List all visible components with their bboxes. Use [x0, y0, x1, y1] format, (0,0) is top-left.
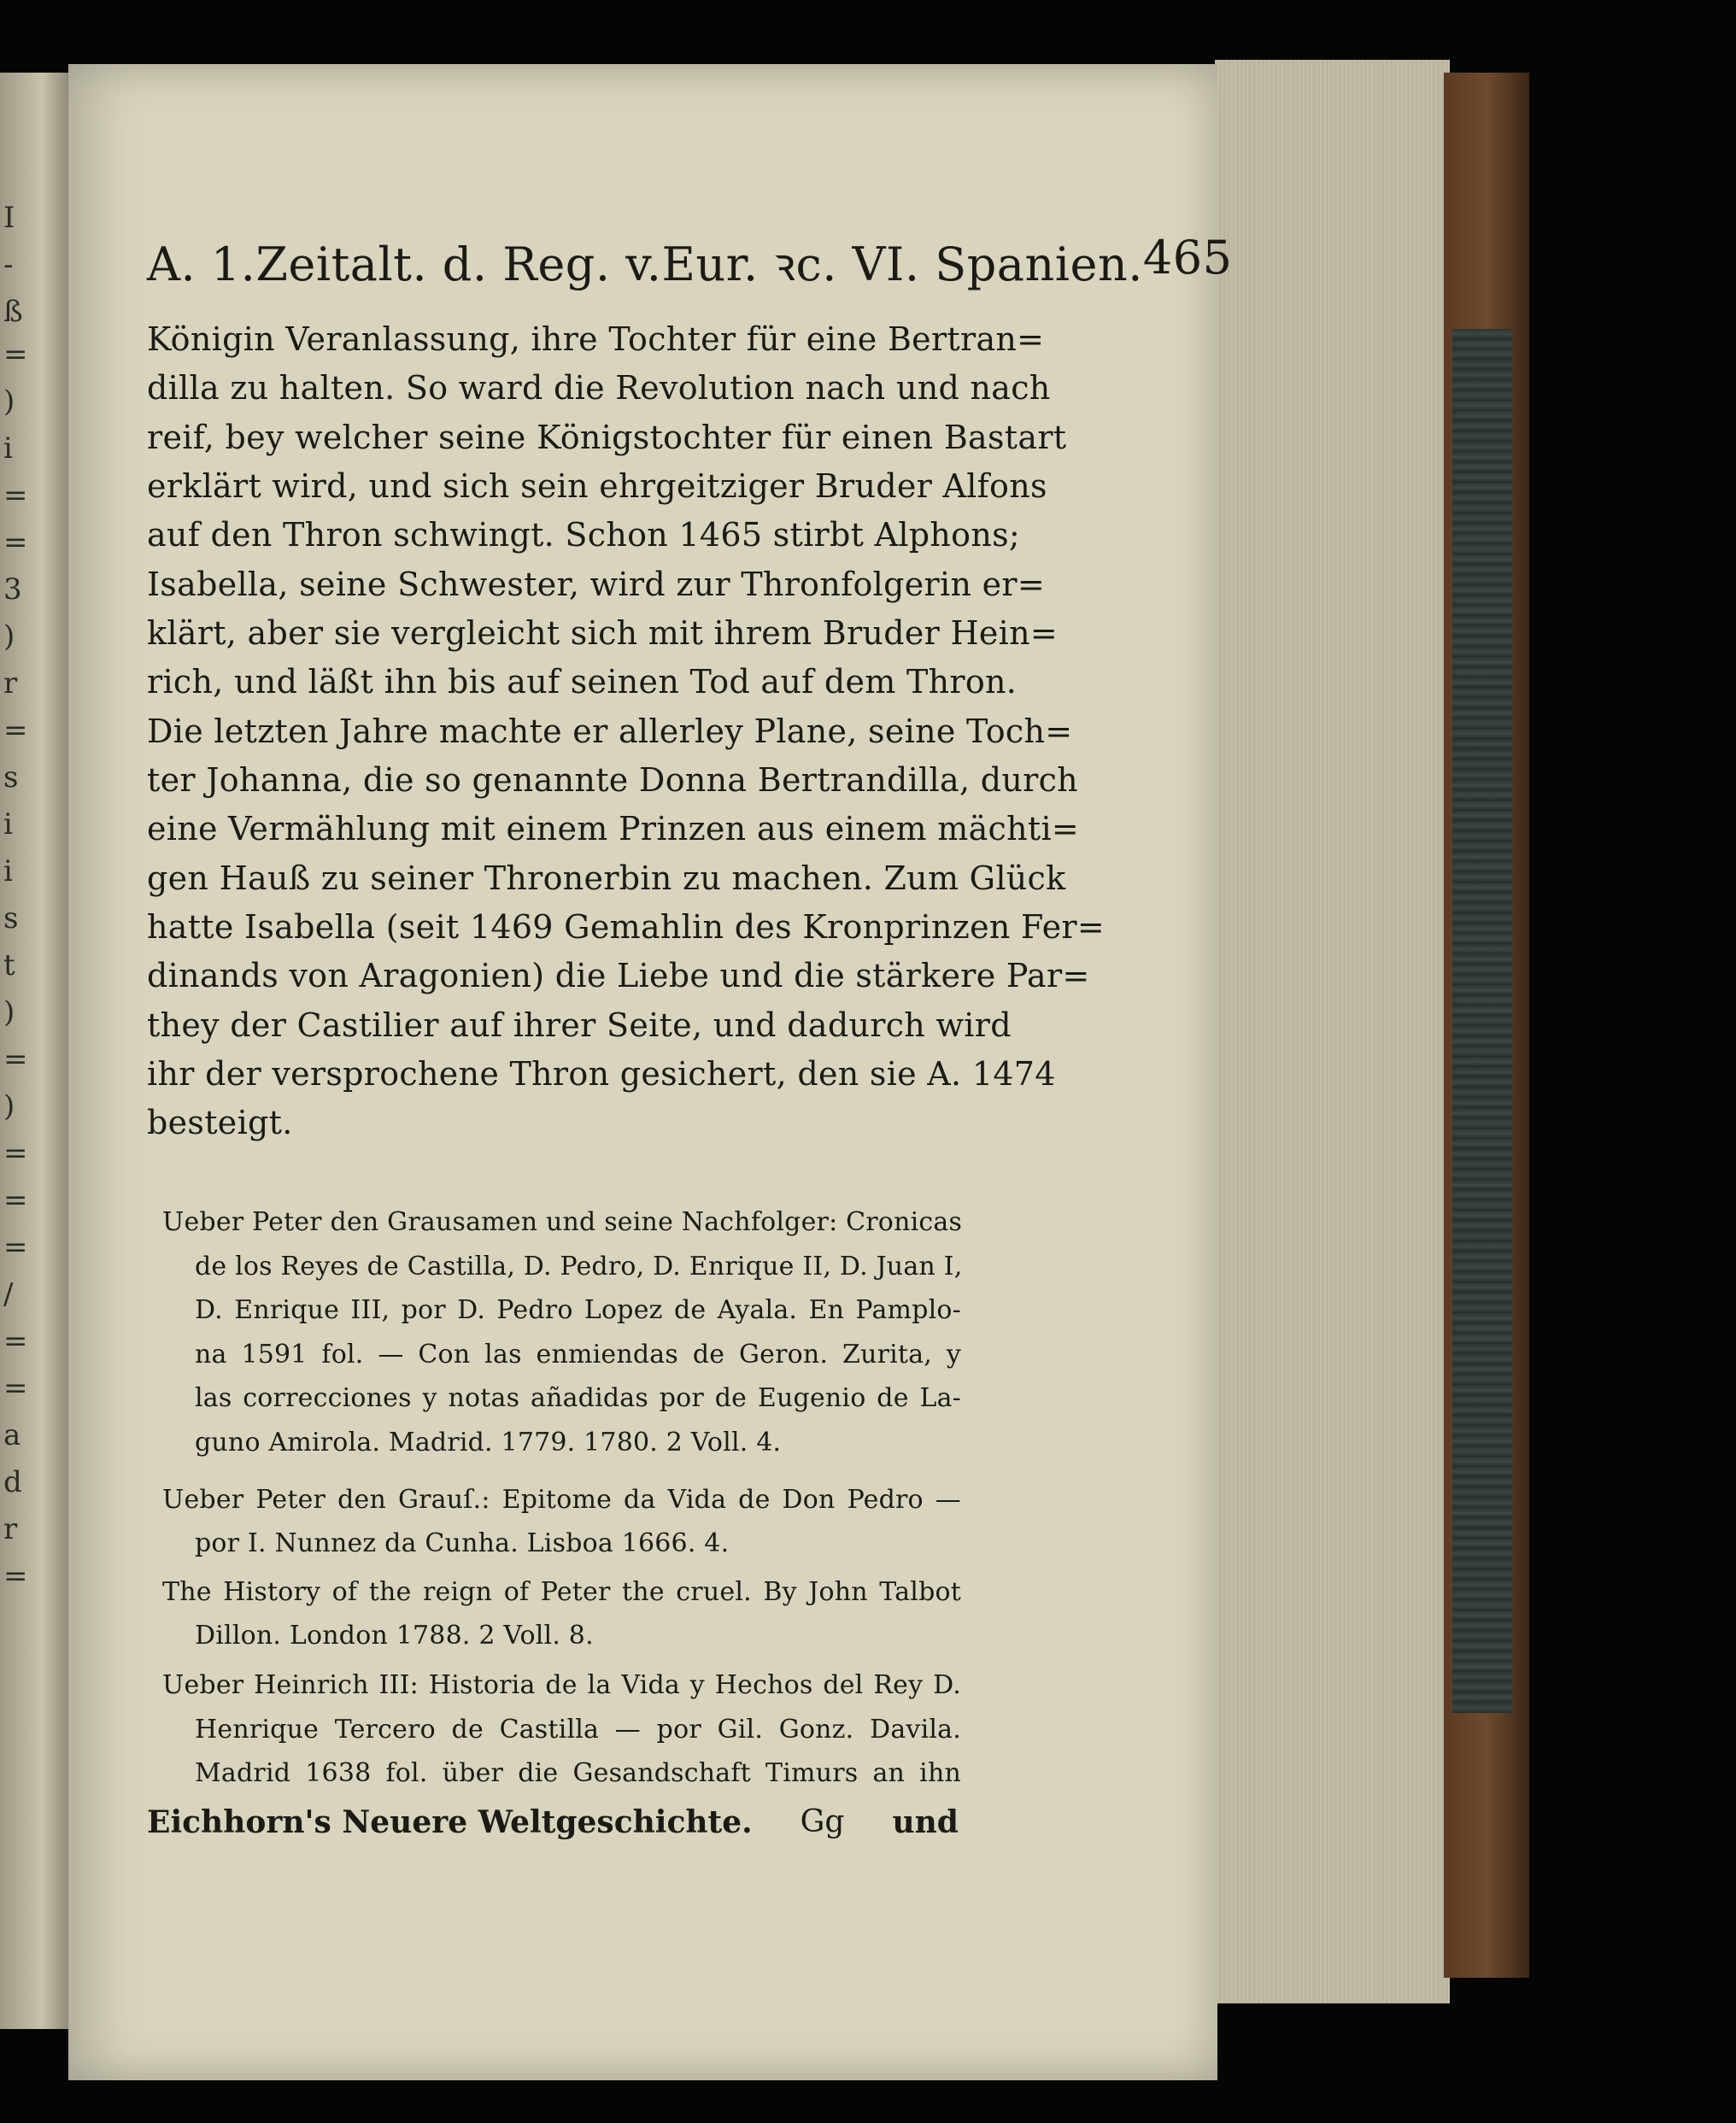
left-page-sliver	[0, 73, 70, 2029]
left-fragment: =	[3, 1042, 28, 1076]
left-fragment: =	[3, 478, 28, 513]
note-line: de los Reyes de Castilla, D. Pedro, D. Enrique II, D. Juan I,	[195, 1252, 963, 1281]
body-line: gen Hauß zu seiner Thronerbin zu machen. Zum Glück	[147, 859, 1066, 897]
note-line: Dillon. London 1788. 2 Voll. 8.	[195, 1621, 594, 1651]
left-fragment: =	[3, 1324, 28, 1358]
body-line: auf den Thron schwingt. Schon 1465 stirbt Alphons;	[147, 516, 1021, 554]
left-fragment: =	[3, 1230, 28, 1264]
note-line: Ueber Heinrich III: Historia de la Vida y Hechos del Rey D.	[162, 1670, 961, 1700]
body-line: rich, und läßt ihn bis auf seinen Tod auf dem Thron.	[147, 663, 1018, 701]
note-line: D. Enrique III, por D. Pedro Lopez de Ayala. En Pamplo-	[195, 1295, 961, 1325]
body-line: reif, bey welcher seine Königstochter für einen Bastart	[147, 419, 1067, 456]
running-title: A. 1.Zeitalt. d. Reg. v.Eur. ꝛc. VI. Spanien.	[147, 238, 1143, 291]
body-line: besteigt.	[147, 1104, 293, 1141]
left-fragment: )	[3, 384, 15, 419]
body-line: erklärt wird, und sich sein ehrgeitziger Bruder Alfons	[147, 467, 1047, 505]
body-line: ter Johanna, die so genannte Donna Bertrandilla, durch	[147, 761, 1078, 799]
left-fragment: i	[3, 807, 13, 842]
cover-spine-strip	[1452, 329, 1512, 1713]
left-fragment: )	[3, 995, 15, 1029]
body-line: Die letzten Jahre machte er allerley Plane, seine Toch=	[147, 713, 1073, 750]
catchword: und	[892, 1804, 959, 1840]
note-line: Henrique Tercero de Castilla — por Gil. Gonz. Davila.	[195, 1715, 961, 1745]
body-line: Isabella, seine Schwester, wird zur Thronfolgerin er=	[147, 566, 1045, 603]
left-fragment: i	[3, 854, 13, 888]
note-line: guno Amirola. Madrid. 1779. 1780. 2 Voll. 4.	[195, 1428, 782, 1457]
signature-title: Eichhorn's Neuere Weltgeschichte.	[147, 1804, 753, 1840]
left-fragment: )	[3, 619, 15, 654]
page-number: 465	[1142, 231, 1233, 284]
left-fragment: =	[3, 1136, 28, 1170]
body-line: Königin Veranlassung, ihre Tochter für eine Bertran=	[147, 320, 1045, 358]
left-fragment: d	[3, 1465, 22, 1499]
left-fragment: s	[3, 760, 19, 795]
left-fragment: =	[3, 1559, 28, 1593]
left-fragment: =	[3, 1183, 28, 1217]
note-line: Madrid 1638 fol. über die Gesandschaft Timurs an ihn	[195, 1758, 961, 1788]
left-fragment: r	[3, 1512, 18, 1546]
body-line: dinands von Aragonien) die Liebe und die stärkere Par=	[147, 957, 1090, 994]
left-fragment: =	[3, 713, 28, 748]
body-line: they der Castilier auf ihrer Seite, und dadurch wird	[147, 1006, 1012, 1044]
left-fragment: i	[3, 431, 13, 466]
note-line: por I. Nunnez da Cunha. Lisboa 1666. 4.	[195, 1528, 730, 1558]
left-fragment: I	[3, 201, 15, 235]
left-fragment: t	[3, 948, 15, 982]
body-line: ihr der versprochene Thron gesichert, den sie A. 1474	[147, 1055, 1056, 1093]
note-line: Ueber Peter den Grausamen und seine Nachfolger: Cronicas	[162, 1207, 963, 1237]
left-fragment: )	[3, 1089, 15, 1123]
left-fragment: s	[3, 901, 19, 935]
left-fragment: =	[3, 1371, 28, 1405]
left-fragment: =	[3, 337, 28, 372]
body-line: klärt, aber sie vergleicht sich mit ihrem Bruder Hein=	[147, 614, 1059, 652]
left-fragment: 3	[3, 572, 22, 607]
left-fragment: a	[3, 1418, 21, 1452]
left-fragment: ß	[3, 295, 23, 329]
signature-mark: Gg	[800, 1804, 845, 1839]
note-line: The History of the reign of Peter the cruel. By John Talbot	[162, 1577, 961, 1607]
note-line: las correcciones y notas añadidas por de Eugenio de La-	[195, 1383, 961, 1413]
note-line: na 1591 fol. — Con las enmiendas de Geron. Zurita, y	[195, 1340, 961, 1369]
body-line: dilla zu halten. So ward die Revolution nach und nach	[147, 369, 1051, 407]
left-fragment: r	[3, 666, 18, 701]
page-edges	[1215, 60, 1450, 2003]
body-line: eine Vermählung mit einem Prinzen aus einem mächti=	[147, 810, 1080, 847]
note-line: Ueber Peter den Grauſ.: Epitome da Vida de Don Pedro —	[162, 1485, 961, 1515]
left-fragment: =	[3, 525, 28, 560]
left-fragment: /	[3, 1277, 14, 1311]
running-header	[147, 231, 1233, 294]
page-footer	[147, 1804, 959, 1840]
body-line: hatte Isabella (seit 1469 Gemahlin des Kronprinzen Fer=	[147, 908, 1105, 946]
left-fragment: -	[3, 248, 14, 282]
